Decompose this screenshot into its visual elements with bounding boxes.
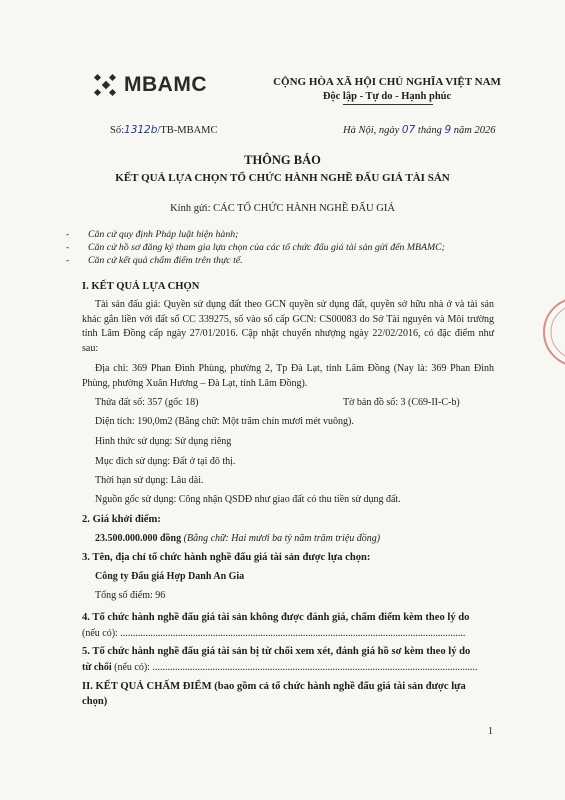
selected-organization: Công ty Đấu giá Hợp Danh An Gia bbox=[95, 571, 245, 582]
mbamc-logo-icon bbox=[92, 72, 120, 98]
usage-origin: Nguồn gốc sử dụng: Công nhận QSDĐ như giao đất có thu tiền sử dụng đất. bbox=[95, 494, 401, 505]
basis-item: - Căn cứ quy định Pháp luật hiện hành; bbox=[66, 229, 239, 240]
starting-price-heading: 2. Giá khởi điểm: bbox=[82, 514, 161, 525]
asset-address: Địa chỉ: 369 Phan Đình Phùng, phường 2, Tp Đà Lạt, tỉnh Lâm Đồng (Nay là: 369 Phan Đình Phùng, phường Xuân Hương – Đà Lạt, tỉnh Lâm Đồng). bbox=[82, 363, 494, 389]
recipient-line: Kính gửi: CÁC TỔ CHỨC HÀNH NGHỀ ĐẤU GIÁ bbox=[170, 203, 395, 214]
basis-item: - Căn cứ kết quả chấm điểm trên thực tế. bbox=[66, 255, 243, 266]
parcel-number: Thửa đất số: 357 (gốc 18) bbox=[95, 397, 199, 408]
unevaluated-organizations-heading: 4. Tổ chức hành nghề đấu giá tài sản không được đánh giá, chấm điểm kèm theo lý do bbox=[82, 612, 470, 623]
asset-description: Tài sản đấu giá: Quyền sử dụng đất theo GCN quyền sử dụng đất, quyền sở hữu nhà ở và tài sản khác gắn liền với đất số CC 339275, số vào sổ cấp GCN: CS00083 do Sở Tài nguyên và Môi trường tỉnh Lâm Đồng cấp ngày 27/01/2016. Cập nhật chuyển nhượng ngày 22/02/2016, có đặc điểm như sau: bbox=[82, 299, 494, 354]
logo-text: MBAMC bbox=[124, 73, 207, 96]
selected-organization-heading: 3. Tên, địa chỉ tổ chức hành nghề đấu giá tài sản được lựa chọn: bbox=[82, 552, 371, 563]
handwritten-day: 07 bbox=[401, 124, 416, 136]
handwritten-number: 1312b bbox=[124, 124, 158, 136]
handwritten-month: 9 bbox=[444, 124, 452, 136]
rejected-organizations-heading: 5. Tổ chức hành nghề đấu giá tài sản bị từ chối xem xét, đánh giá hồ sơ kèm theo lý do bbox=[82, 646, 471, 657]
usage-form: Hình thức sử dụng: Sử dụng riêng bbox=[95, 436, 232, 447]
map-sheet-number: Tờ bản đồ số: 3 (C69-II-C-b) bbox=[343, 397, 460, 408]
seal-stamp-fragment bbox=[540, 292, 565, 372]
basis-item: - Căn cứ hồ sơ đăng ký tham gia lựa chọn của các tổ chức đấu giá tài sản gửi đến MBAMC; bbox=[66, 242, 445, 253]
notice-subtitle: KẾT QUẢ LỰA CHỌN TỔ CHỨC HÀNH NGHỀ ĐẤU GIÁ TÀI SẢN bbox=[115, 172, 450, 184]
total-score: Tổng số điểm: 96 bbox=[95, 590, 166, 601]
land-area: Diện tích: 190,0m2 (Bằng chữ: Một trăm chín mươi mét vuông). bbox=[95, 416, 354, 427]
starting-price: 23.500.000.000 đồng (Bằng chữ: Hai mươi ba tỷ năm trăm triệu đồng) bbox=[95, 533, 381, 544]
section-2-heading: II. KẾT QUẢ CHẤM ĐIỂM (bao gồm cả tổ chức hành nghề đấu giá tài sản được lựa bbox=[82, 681, 466, 692]
document-number: Số:1312b/TB-MBAMC bbox=[110, 124, 218, 136]
section-1-heading: I. KẾT QUẢ LỰA CHỌN bbox=[82, 281, 200, 292]
issue-date: Hà Nội, ngày 07 tháng 9 năm 2026 bbox=[343, 124, 496, 136]
rejected-organizations-note: từ chối (nếu có): .................................................................................................................................. bbox=[82, 662, 478, 673]
motto-underline bbox=[343, 104, 433, 105]
section-2-note-continued: chọn) bbox=[82, 696, 108, 707]
mbamc-logo bbox=[92, 72, 207, 98]
national-motto: Độc lập - Tự do - Hạnh phúc bbox=[322, 91, 452, 102]
notice-title: THÔNG BÁO bbox=[244, 153, 321, 167]
usage-term: Thời hạn sử dụng: Lâu dài. bbox=[95, 475, 204, 486]
page-number: 1 bbox=[488, 726, 493, 737]
usage-purpose: Mục đích sử dụng: Đất ở tại đô thị. bbox=[95, 456, 236, 467]
republic-heading: CỘNG HÒA XÃ HỘI CHỦ NGHĨA VIỆT NAM bbox=[273, 76, 501, 88]
unevaluated-organizations-note: (nếu có): .......................................................................................................................................... bbox=[82, 628, 466, 639]
